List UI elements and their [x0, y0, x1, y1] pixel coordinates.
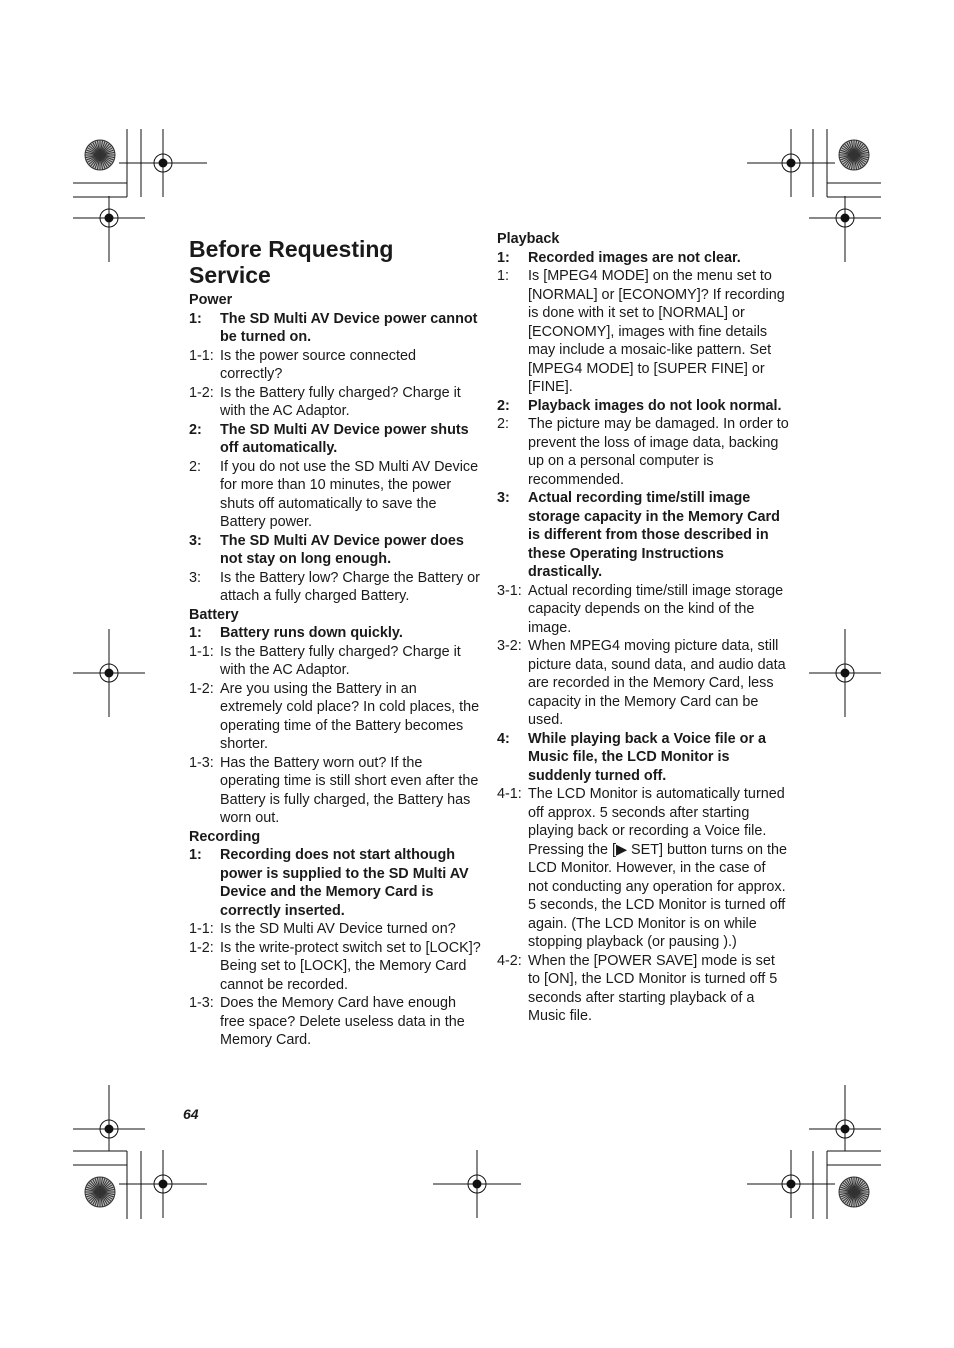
- question-text: Recording does not start although power is supplied to the SD Multi AV Device and the Memory Card is correctly inserted.: [220, 847, 469, 919]
- question-item: [189, 421, 481, 458]
- answer-item: [497, 785, 789, 952]
- page-title-line-1: Before Requesting: [189, 236, 394, 262]
- item-number: 1:: [189, 847, 202, 863]
- answer-text: The LCD Monitor is automatically turned off approx. 5 seconds after starting playing back or recording a Voice file. Pressing the [▶ SET] button turns on the LCD Monitor. However, in the case of not conducting any operation for approx. 5 seconds, the LCD Monitor is turned off again. (The LCD Monitor is on while stopping playback (or pausing ).): [528, 786, 788, 950]
- answer-text: If you do not use the SD Multi AV Device for more than 10 minutes, the power shuts off automatically to save the Battery power.: [220, 458, 479, 530]
- item-number: 3-1:: [497, 582, 522, 599]
- answer-item: [497, 952, 789, 1026]
- answer-text: Is the Battery fully charged? Charge it with the AC Adaptor.: [220, 384, 461, 419]
- item-number: 1:: [497, 249, 510, 266]
- item-number: 1:: [189, 625, 202, 641]
- question-text: The SD Multi AV Device power cannot be turned on.: [220, 310, 478, 345]
- answer-text: Is the power source connected correctly?: [220, 347, 416, 382]
- question-item: [189, 532, 481, 569]
- item-number: 1-3:: [189, 995, 214, 1011]
- item-number: 1-1:: [189, 921, 214, 937]
- question-item: [497, 730, 789, 786]
- answer-text: Is the write-protect switch set to [LOCK]? Being set to [LOCK], the Memory Card cannot be recorded.: [220, 939, 481, 993]
- answer-text: The picture may be damaged. In order to prevent the loss of image data, backing up on a personal computer is recommended.: [528, 416, 789, 488]
- answer-item: [189, 754, 481, 828]
- item-number: 1-3:: [189, 754, 214, 771]
- question-item: [497, 489, 789, 582]
- question-text: The SD Multi AV Device power does not stay on long enough.: [220, 532, 464, 567]
- answer-item: [497, 415, 789, 489]
- answer-text: When the [POWER SAVE] mode is set to [ON], the LCD Monitor is turned off 5 seconds after starting playback of a Music file.: [528, 952, 778, 1024]
- page-title: [189, 236, 481, 288]
- item-number: 4-2:: [497, 952, 522, 969]
- item-number: 4:: [497, 730, 510, 747]
- item-number: 3:: [189, 569, 202, 586]
- answer-item: [497, 637, 789, 730]
- item-number: 1-1:: [189, 347, 214, 364]
- answer-item: [497, 582, 789, 638]
- item-number: 1-2:: [189, 939, 214, 956]
- item-number: 3:: [497, 490, 510, 506]
- answer-text: When MPEG4 moving picture data, still picture data, sound data, and audio data are recorded in the Memory Card, less capacity in the Memory Card can be used.: [528, 638, 786, 728]
- question-item: [189, 846, 481, 920]
- item-number: 4-1:: [497, 786, 522, 802]
- answer-text: Does the Memory Card have enough free space? Delete useless data in the Memory Card.: [220, 995, 465, 1048]
- item-number: 2:: [497, 416, 510, 432]
- item-number: 3-2:: [497, 638, 522, 654]
- answer-text: Has the Battery worn out? If the operating time is still short even after the Battery is fully charged, the Battery has worn out.: [220, 754, 479, 826]
- item-number: 2:: [189, 421, 202, 438]
- question-text: Recorded images are not clear.: [528, 249, 741, 266]
- section-heading: Battery: [189, 606, 239, 623]
- answer-text: Is the SD Multi AV Device turned on?: [220, 921, 456, 937]
- section-heading: Playback: [497, 231, 560, 247]
- page-title-line-2: Service: [189, 262, 271, 288]
- question-item: [189, 624, 481, 643]
- question-text: While playing back a Voice file or a Music file, the LCD Monitor is suddenly turned off.: [528, 730, 767, 784]
- item-number: 1-1:: [189, 643, 214, 660]
- answer-item: [189, 680, 481, 754]
- answer-item: [189, 994, 481, 1050]
- right-column: [497, 230, 789, 1026]
- answer-item: [189, 347, 481, 384]
- answer-text: Actual recording time/still image storage capacity depends on the kind of the image.: [528, 582, 784, 636]
- item-number: 3:: [189, 532, 202, 549]
- question-text: Playback images do not look normal.: [528, 397, 782, 414]
- answer-item: [189, 458, 481, 532]
- item-number: 1:: [497, 268, 510, 284]
- question-item: [497, 397, 789, 416]
- section-heading: Power: [189, 292, 233, 308]
- answer-text: Is the Battery fully charged? Charge it with the AC Adaptor.: [220, 643, 461, 678]
- answer-item: [189, 920, 481, 939]
- question-item: [189, 310, 481, 347]
- page-number: 64: [183, 1106, 199, 1122]
- right-items: [497, 230, 789, 1026]
- left-items: [189, 291, 481, 1050]
- question-text: Battery runs down quickly.: [220, 625, 403, 641]
- question-text: The SD Multi AV Device power shuts off automatically.: [220, 421, 469, 456]
- item-number: 2:: [497, 397, 510, 414]
- item-number: 1:: [189, 310, 202, 327]
- answer-text: Are you using the Battery in an extremely cold place? In cold places, the operating time of the Battery becomes shorter.: [220, 680, 480, 752]
- answer-item: [189, 939, 481, 995]
- answer-item: [189, 569, 481, 606]
- answer-item: [497, 267, 789, 397]
- item-number: 1-2:: [189, 680, 214, 697]
- question-item: [497, 249, 789, 268]
- section-heading: Recording: [189, 828, 261, 845]
- item-number: 1-2:: [189, 384, 214, 401]
- question-text: Actual recording time/still image storage capacity in the Memory Card is different from those described in these Operating Instructions drastically.: [528, 490, 780, 580]
- left-column: [189, 236, 481, 1050]
- answer-text: Is the Battery low? Charge the Battery or attach a fully charged Battery.: [220, 569, 480, 604]
- answer-text: Is [MPEG4 MODE] on the menu set to [NORMAL] or [ECONOMY]? If recording is done with it set to [NORMAL] or [ECONOMY], images with fine details may include a mosaic-like pattern. Set [MPEG4 MODE] to [SUPER FINE] or [FINE].: [528, 268, 785, 395]
- answer-item: [189, 384, 481, 421]
- answer-item: [189, 643, 481, 680]
- item-number: 2:: [189, 458, 202, 475]
